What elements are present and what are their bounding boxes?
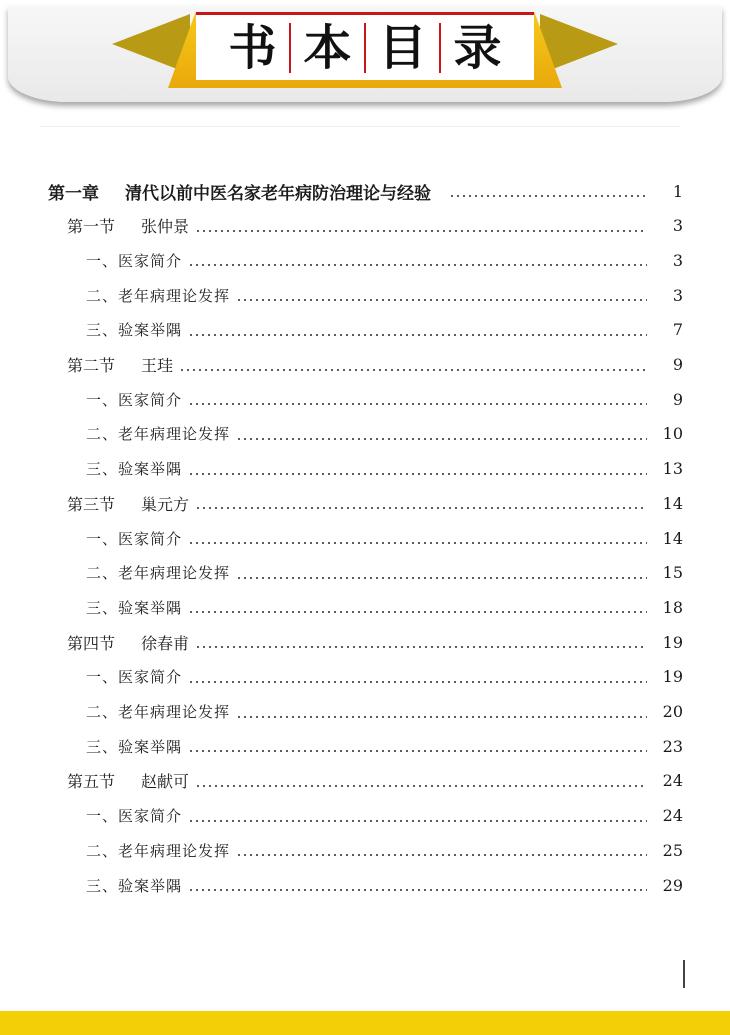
toc-entry-item[interactable] [0,801,730,831]
toc-entry-text: 三、验案举隅 [86,598,183,617]
dot-leader [179,369,647,371]
dot-leader [188,264,647,266]
toc-entry-label: 第一节 [67,217,116,237]
toc-entry-title [86,701,230,722]
dot-leader [195,230,647,232]
toc-entry-section[interactable] [0,627,730,657]
toc-entry-title [67,492,189,515]
toc-entry-item[interactable] [0,315,730,345]
toc-entry-title [86,319,182,340]
toc-entry-item[interactable] [0,558,730,588]
toc-entry-text: 二、老年病理论发挥 [86,703,231,721]
toc-entry-text: 三、验案举隅 [86,321,183,340]
toc-page-number: 13 [662,459,683,479]
toc-entry-title [86,528,182,549]
toc-entry-item[interactable] [0,697,730,727]
bottom-accent-bar [0,1011,730,1035]
dot-leader [236,854,647,856]
toc-entry-chapter[interactable] [0,176,730,206]
toc-entry-text: 二、老年病理论发挥 [86,841,231,860]
toc-page-number: 9 [672,389,683,409]
dot-leader [188,542,647,544]
dot-leader [236,438,647,440]
toc-entry-text: 一、医家简介 [86,251,183,270]
toc-page-number: 25 [662,840,683,860]
toc-entry-text: 王珪 [141,356,174,375]
toc-page-number: 1 [672,181,683,201]
toc-entry-title [86,285,230,306]
toc-page-number: 18 [662,597,683,617]
toc-entry-section[interactable] [0,766,730,796]
toc-entry-text: 二、老年病理论发挥 [86,286,231,305]
toc-banner [0,0,730,108]
toc-page-number: 14 [662,528,683,548]
toc-entry-text: 徐春甫 [141,633,190,653]
toc-page-number: 9 [672,355,683,374]
toc-page-number: 7 [672,320,683,340]
toc-entry-item[interactable] [0,662,730,692]
dot-leader [195,646,647,648]
toc-entry-text: 一、医家简介 [86,668,183,687]
toc-entry-label: 第四节 [67,633,116,653]
toc-entry-item[interactable] [0,280,730,310]
toc-entry-title [67,214,189,237]
page-edge-mark [683,960,685,988]
toc-page-number: 3 [672,216,683,236]
toc-entry-title [67,769,189,792]
toc-entry-item[interactable] [0,454,730,484]
toc-entry-title [86,389,182,410]
toc-entry-item[interactable] [0,245,730,275]
toc-entry-title [86,458,182,479]
toc-page-number: 10 [662,424,683,444]
toc-entry-title [86,423,230,444]
toc-page-number: 24 [662,806,683,826]
toc-page-number: 23 [662,736,683,756]
toc-entry-title [86,875,182,896]
dot-leader [188,403,647,405]
toc-page-number: 19 [662,667,683,687]
toc-entry-section[interactable] [0,488,730,518]
toc-page-number: 3 [672,250,683,270]
toc-entry-title [86,840,230,861]
toc-page-number: 3 [672,285,683,305]
toc-entry-title [86,805,182,826]
toc-entry-label: 第二节 [67,356,116,375]
toc-entry-item[interactable] [0,384,730,414]
banner-title-char: 书 [228,19,277,76]
toc-entry-title [67,631,189,654]
banner-title-char: 目 [378,19,427,76]
toc-entry-section[interactable] [0,211,730,241]
toc-entry-text: 一、医家简介 [86,807,183,826]
toc-entry-title [86,597,182,618]
dot-leader [449,195,647,197]
toc-entry-title [86,666,182,687]
toc-entry-text: 赵献可 [141,772,190,792]
toc-entry-text: 二、老年病理论发挥 [86,564,231,583]
dot-leader [236,577,647,579]
toc-entry-text: 一、医家简介 [86,390,183,409]
toc-page-number: 20 [662,702,683,721]
toc-entry-title [86,562,230,583]
toc-entry-item[interactable] [0,731,730,761]
toc-entry-title [86,736,182,757]
dot-leader [188,820,647,822]
divider [40,126,680,127]
banner-title-char: 录 [453,19,502,76]
toc-entry-text: 张仲景 [141,217,190,237]
toc-entry-section[interactable] [0,350,730,380]
toc-entry-title [48,179,431,204]
toc-entry-item[interactable] [0,523,730,553]
toc-page-number: 15 [662,563,683,583]
toc-entry-label: 第一章 [48,183,99,204]
toc-entry-text: 三、验案举隅 [86,737,183,756]
toc-entry-text: 巢元方 [141,494,190,514]
dot-leader [188,473,647,475]
dot-leader [188,611,647,613]
toc-page-number: 24 [662,771,683,791]
toc-entry-label: 第五节 [67,772,116,792]
toc-entry-text: 三、验案举隅 [86,876,183,895]
dot-leader [236,716,647,718]
dot-leader [188,334,647,336]
toc-entry-item[interactable] [0,835,730,865]
dot-leader [188,681,647,683]
toc-entry-text: 一、医家简介 [86,529,183,548]
dot-leader [188,750,647,752]
dot-leader [188,889,647,891]
toc-entry-text: 三、验案举隅 [86,460,183,479]
toc-entry-item[interactable] [0,870,730,900]
toc-entry-title [67,353,173,376]
dot-leader [236,299,647,301]
toc-page-number: 14 [662,493,683,513]
toc-entry-label: 第三节 [67,494,116,514]
toc-page-number: 19 [662,632,683,652]
toc-entry-text: 清代以前中医名家老年病防治理论与经验 [125,183,431,204]
toc-entry-item[interactable] [0,592,730,622]
toc-entry-item[interactable] [0,419,730,449]
banner-title [196,12,534,80]
dot-leader [195,507,647,509]
dot-leader [195,785,647,787]
toc-page-number: 29 [662,875,683,895]
toc-entry-text: 二、老年病理论发挥 [86,425,231,444]
banner-title-char: 本 [303,19,352,76]
toc-entry-title [86,250,182,271]
